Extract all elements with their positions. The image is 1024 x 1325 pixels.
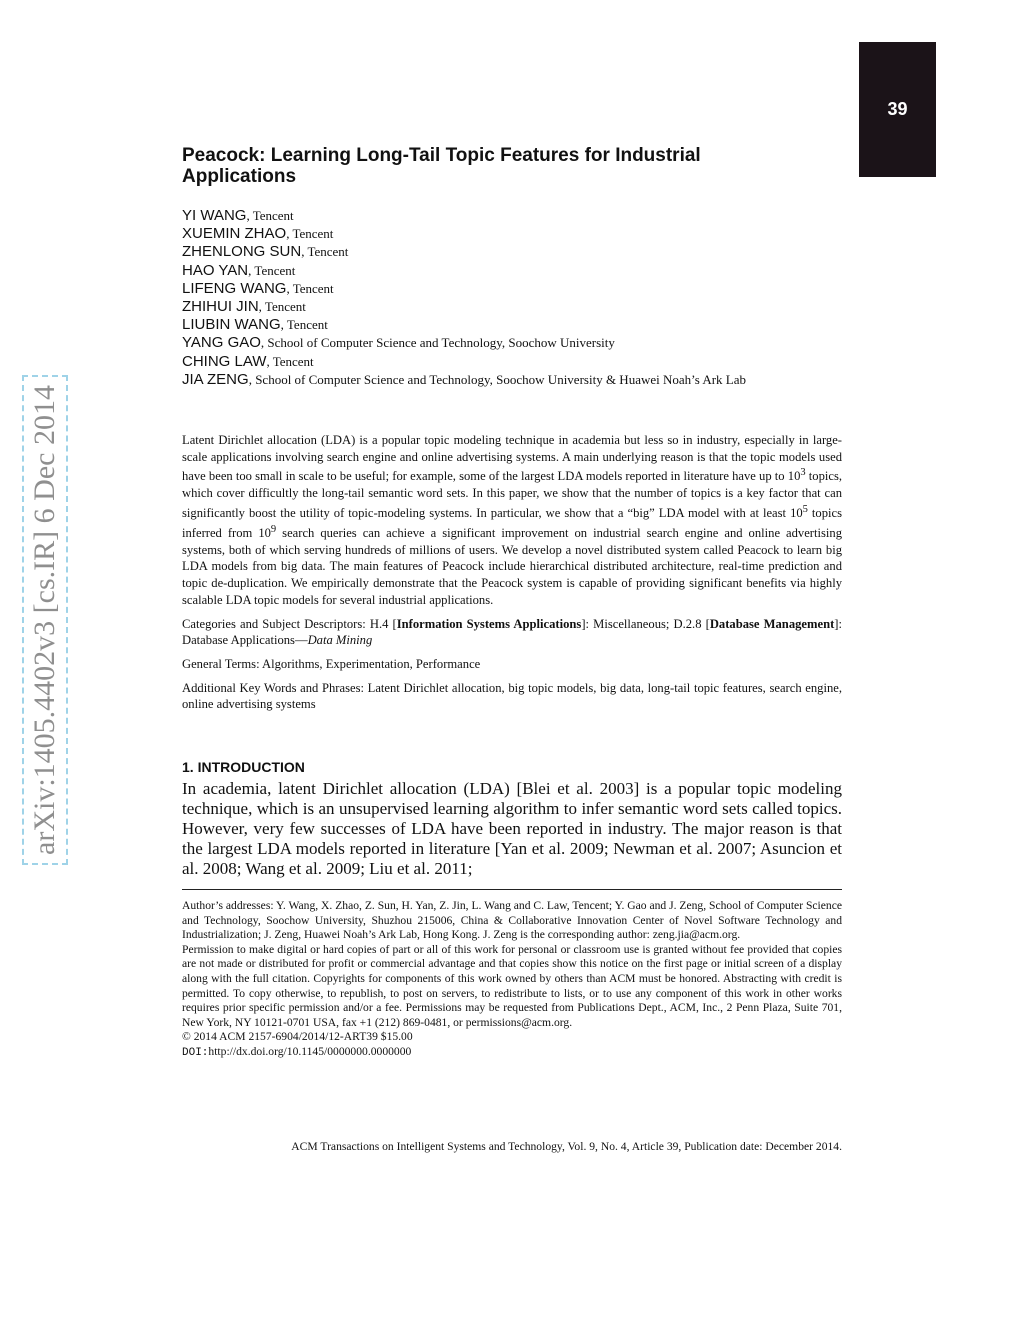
author-addresses: Author’s addresses: Y. Wang, X. Zhao, Z. Sun, H. Yan, Z. Jin, L. Wang and C. Law, Tencent; Y. Gao and J. Zeng, School of Computer Science and Technology, Soochow University, Shuzhou 215006, China & Collaborative Innovation Center of Novel Software Technology and Industrialization; J. Zeng, Huawei Noah’s Ark Lab, Hong Kong. J. Zeng is the corresponding author: zeng.jia@acm.org. <box>182 899 843 942</box>
general-terms: General Terms: Algorithms, Experimentation, Performance <box>182 657 481 671</box>
paper-title: Peacock: Learning Long-Tail Topic Features for Industrial Applications <box>182 145 701 187</box>
author-entry <box>182 297 862 315</box>
doi-link[interactable]: http://dx.doi.org/10.1145/0000000.0000000 <box>208 1044 412 1058</box>
categories-text: Categories and Subject Descriptors: H.4 [ <box>182 616 397 631</box>
math-base: 10 <box>787 469 801 484</box>
author-affiliation: , Tencent <box>286 226 334 242</box>
math-exponent: 9 <box>270 523 277 535</box>
author-entry <box>182 224 862 242</box>
categories-text: ]: Database Applications— <box>182 616 842 648</box>
author-name: ZHIHUI JIN <box>182 297 259 315</box>
author-name: LIFENG WANG <box>182 279 287 297</box>
author-name: LIUBIN WANG <box>182 316 281 334</box>
author-name: YI WANG <box>182 207 247 224</box>
author-entry <box>182 333 862 351</box>
category-bold: Information Systems Applications <box>396 616 582 631</box>
abstract-text: topics, which cover difficultly the long-tail semantic word sets. In this paper, we show that the number of topics is a key factor that can significantly boost the utility of topic-modeling systems. In particular, we show that a “big” LDA model with at least <box>182 469 843 521</box>
author-affiliation: , Tencent <box>301 244 349 260</box>
math-base: 10 <box>790 506 803 521</box>
footnotes-section <box>182 899 842 1061</box>
author-affiliation: , Tencent <box>266 353 314 369</box>
footnote-divider <box>182 889 842 890</box>
author-list <box>182 206 862 388</box>
categories-text: ]: Miscellaneous; D.2.8 [ <box>581 616 710 631</box>
doi-label: DOI: <box>182 1046 209 1059</box>
author-affiliation: , Tencent <box>280 317 328 333</box>
author-entry <box>182 206 862 224</box>
author-entry <box>182 242 862 260</box>
author-entry <box>182 279 862 297</box>
page-number-tab: 39 <box>859 42 936 177</box>
math-exponent: 5 <box>802 504 808 515</box>
introduction-paragraph: In academia, latent Dirichlet allocation (LDA) [Blei et al. 2003] is a popular topic modeling technique, which is an unsupervised learning algorithm to infer semantic word sets called topics. However, very few successes of LDA have been reported in industry. The major reason is that the largest LDA models reported in literature [Yan et al. 2009; Newman et al. 2007; Asuncion et al. 2008; Wang et al. 2009; Liu et al. 2011; <box>182 779 842 878</box>
doi-line <box>182 1045 842 1061</box>
abstract-section <box>182 432 842 720</box>
abstract-text: topics inferred from <box>182 506 843 541</box>
math-base: 10 <box>258 526 271 541</box>
permission-notice: Permission to make digital or hard copies of part or all of this work for personal or classroom use is granted without fee provided that copies are not made or distributed for profit or commercial advantage and that copies show this notice on the first page or initial screen of a display along with the full citation. Copyrights for components of this work owned by others than ACM must be honored. Abstracting with credit is permitted. To copy otherwise, to republish, to post on servers, to redistribute to lists, or to use any component of this work in other works requires prior specific permission and/or a fee. Permissions may be requested from Publications Dept., ACM, Inc., 2 Penn Plaza, Suite 701, New York, NY 10121-0701 USA, fax +1 (212) 869-0481, or permissions@acm.org. <box>182 942 842 1029</box>
author-entry <box>182 261 862 279</box>
author-entry <box>182 370 862 388</box>
categories-descriptors <box>182 616 842 649</box>
author-affiliation: , Tencent <box>248 262 296 278</box>
section-heading: 1. INTRODUCTION <box>182 759 305 775</box>
abstract-text: search queries can achieve a significant improvement on industrial search engine and online advertising systems, both of which serving hundreds of millions of users. We develop a novel distributed system called Peacock to learn big LDA models from big data. The main features of Peacock include hierarchical distributed architecture, real-time prediction and topic de-duplication. We empirically demonstrate that the Peacock system is capable of providing significant benefits via highly scalable LDA topic models for several industrial applications. <box>182 526 842 607</box>
category-italic: Data Mining <box>307 633 373 648</box>
author-affiliation: , Tencent <box>246 208 294 223</box>
author-affiliation: , School of Computer Science and Technology, Soochow University <box>260 335 615 351</box>
author-name: JIA ZENG <box>182 370 249 388</box>
math-exponent: 3 <box>800 467 806 479</box>
abstract-text: Latent Dirichlet allocation (LDA) is a popular topic modeling technique in academia but less so in industry, especially in large-scale applications involving search engine and online advertising systems. A main underlying reason is that the topic models used have been too small in scale to be useful; for example, some of the largest LDA models reported in literature have up to <box>182 433 842 484</box>
author-name: CHING LAW <box>182 352 267 370</box>
author-entry <box>182 352 862 370</box>
author-name: HAO YAN <box>182 261 249 279</box>
journal-footer: ACM Transactions on Intelligent Systems and Technology, Vol. 9, No. 4, Article 39, Publication date: December 2014. <box>291 1140 842 1153</box>
author-name: ZHENLONG SUN <box>182 243 302 261</box>
author-name: YANG GAO <box>182 334 261 352</box>
author-affiliation: , Tencent <box>258 298 306 314</box>
author-affiliation: , Tencent <box>286 280 334 296</box>
category-bold: Database Management <box>709 616 835 631</box>
copyright-line: © 2014 ACM 2157-6904/2014/12-ART39 $15.00 <box>182 1030 413 1044</box>
author-entry <box>182 315 862 333</box>
arxiv-identifier-stamp: arXiv:1405.4402v3 [cs.IR] 6 Dec 2014 <box>22 375 68 865</box>
abstract-paragraph <box>182 432 842 609</box>
author-affiliation: , School of Computer Science and Technology, Soochow University & Huawei Noah’s Ark Lab <box>248 371 747 387</box>
keywords: Additional Key Words and Phrases: Latent Dirichlet allocation, big topic models, big data, long-tail topic features, search engine, online advertising systems <box>182 680 842 712</box>
author-name: XUEMIN ZHAO <box>182 225 287 243</box>
